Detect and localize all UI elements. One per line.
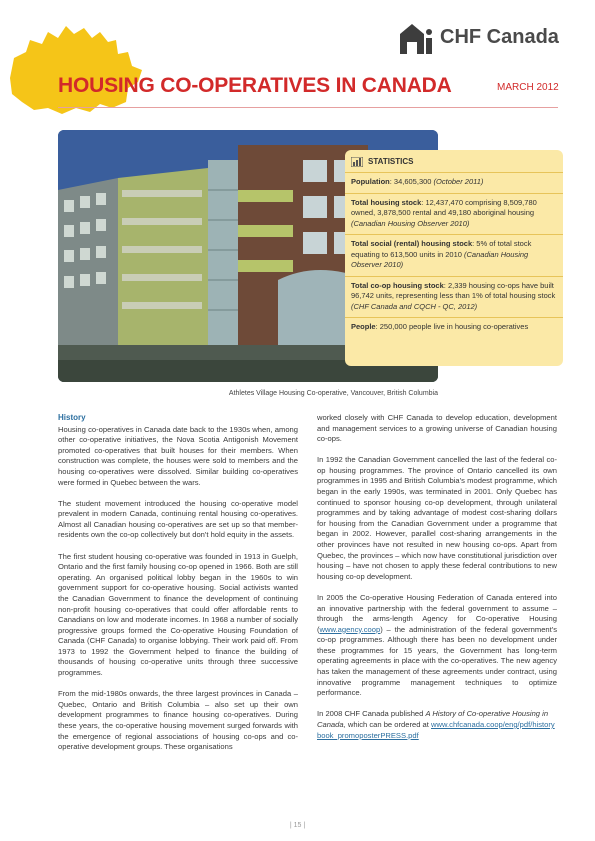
- page-number: | 15 |: [289, 822, 306, 829]
- paragraph: worked closely with CHF Canada to develop education, development and management services to a growing universe of Canadian housing co-ops.: [317, 413, 557, 444]
- paragraph: From the mid-1980s onwards, the three largest provinces in Canada – Quebec, Ontario and British Columbia – also set up their own development programmes to finance housing co-operatives. During these years, the co-operative housing movement surged forwards with the emergence of regional associations of housing co-ops and co-operative development groups. These organisations: [58, 689, 298, 752]
- photo-caption: Athletes Village Housing Co-operative, Vancouver, British Columbia: [228, 390, 438, 397]
- stat-divider: [345, 317, 563, 318]
- body-column-left: [58, 413, 298, 763]
- paragraph: In 2008 CHF Canada published A History of Co-operative Housing in Canada, which can be ordered at www.chfcanada.coop/eng/pdf/historybook_promoposterPRESS.pdf: [317, 709, 555, 740]
- paragraph: The student movement introduced the housing co-operative model prevalent in modern Canada, continuing rental housing co-operatives. Almost all Canadian housing co-operatives are set up so that member-residents own the co-op collectively but don't hold equity in the assets.: [58, 498, 298, 540]
- house-people-icon: [396, 20, 436, 56]
- agency-link[interactable]: www.agency.coop: [319, 624, 381, 634]
- stat-social-housing: Total social (rental) housing stock: 5% of total stock equating to 613,500 units in 2010 (Canadian Housing Observer 2010): [351, 239, 532, 269]
- stat-housing-stock: Total housing stock: 12,437,470 comprising 8,509,780 owned, 3,878,500 rental and 49,180 aboriginal housing (Canadian Housing Observer 2010): [351, 197, 537, 228]
- history-book-link[interactable]: www.chfcanada.coop/eng/pdf/historybook_promoposterPRESS.pdf: [317, 719, 555, 740]
- statistics-divider: [345, 172, 563, 173]
- statistics-box: [345, 150, 563, 366]
- paragraph: In 1992 the Canadian Government cancelled the last of the federal co-op housing programmes. The province of Ontario cancelled its own programmes in 1995 and British Columbia's modest programme, which began in the early 1990s, was terminated in 2001. Only Quebec has continued to sponsor housing co-op development, through unilateral programmes and by taking advantage of modest cost-sharing dollars for housing from the Canadian Government under a programme that began in 2002. However, parallel cost-sharing arrangements in the other provinces have not resulted in new housing co-ops. Apart from Quebec, the provinces – which now have constitutional jurisdiction over housing – have not chosen to apply these federal contributions to new housing co-op development.: [317, 455, 557, 581]
- canada-map-graphic: [0, 18, 150, 118]
- stat-divider: [345, 276, 563, 277]
- statistics-heading: STATISTICS: [368, 156, 414, 166]
- section-heading-history: History: [58, 413, 86, 422]
- stat-coop-housing: Total co-op housing stock: 2,339 housing co-ops have built 96,742 units, representing less than 1% of total housing stock (CHF Canada and CQCH - QC, 2012): [351, 280, 556, 311]
- paragraph: Housing co-operatives in Canada date back to the 1930s when, among other co-operative initiatives, the Nova Scotia Antigonish Movement promoted co-operatives that built houses for their members. When construction was complete, the houses were sold to members and the housing co-operatives were dissolved. Similar building co-operatives were formed in Quebec between the wars.: [58, 424, 298, 487]
- header-divider: [58, 107, 558, 108]
- issue-date: MARCH 2012: [497, 82, 559, 93]
- stat-divider: [345, 234, 563, 235]
- body-column-right: [317, 413, 557, 752]
- logo-text: CHF Canada: [440, 26, 559, 48]
- paragraph: The first student housing co-operative was founded in 1913 in Guelph, Ontario and the first family housing co-op opened in 1966. Both are still operating. An organised political lobby began in the 1960s to win government support for co-operative housing. Social activists wanted the Canadian Government to finance the development of continuing non-profit housing co-operatives that could offer affordable rents to Canadians on low and moderate incomes. In 1968 a number of socially progressive groups formed the Co-operative Housing Foundation of Canada (CHF Canada) to organise lobbying. Their work paid off. From 1973 to 1992 the Government helped to finance the building of thousands of housing co-operative units through three successive programmes.: [58, 551, 298, 678]
- chart-icon: [351, 157, 363, 167]
- stat-population: Population: 34,605,300 (October 2011): [351, 177, 484, 186]
- chf-canada-logo: [396, 20, 566, 56]
- stat-people: People: 250,000 people live in housing co-operatives: [351, 322, 529, 331]
- statistics-header: [351, 157, 557, 167]
- stat-divider: [345, 193, 563, 194]
- paragraph: In 2005 the Co-operative Housing Federation of Canada entered into an innovative partnership with the federal government to assume – through the arms-length Agency for Co-operative Housing (www.agency.coop) – the administration of the federal government's co-op programmes. Although there has been no development under these programmes for 15 years, the Government has long-term operating agreements in place with the co-operatives. The new agency has taken the management of these agreements under contract, using innovative programme management techniques to optimize performance.: [317, 592, 557, 698]
- page-title: HOUSING CO-OPERATIVES IN CANADA: [58, 74, 452, 97]
